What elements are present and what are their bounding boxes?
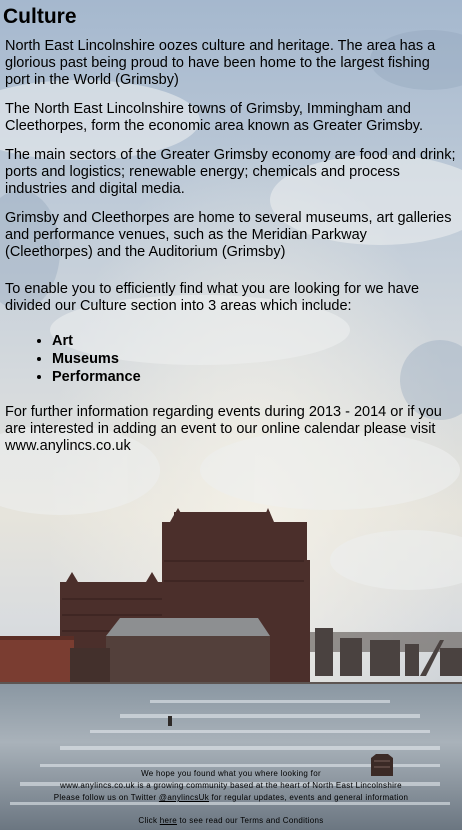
towns-paragraph: The North East Lincolnshire towns of Grimsby, Immingham and Cleethorpes, form the economic area known as Greater Grimsby.	[5, 101, 423, 134]
footer-terms-text-after: to see read our Terms and Conditions	[176, 816, 324, 825]
footer-terms-text-before: Click	[138, 816, 160, 825]
footer-twitter-text-before: Please follow us on Twitter	[53, 793, 159, 802]
section-item-performance[interactable]: • Performance	[52, 368, 141, 386]
footer-twitter-text-after: for regular updates, events and general information	[209, 793, 409, 802]
footer-terms-line	[0, 815, 462, 826]
events-paragraph: For further information regarding events during 2013 - 2014 or if you are interested in adding an event to our online calendar please visit www.anylincs.co.uk	[5, 404, 442, 454]
footer-line-1: We hope you found what you where looking for	[141, 769, 321, 778]
economy-paragraph: The main sectors of the Greater Grimsby economy are food and drink; ports and logistics; renewable energy; chemicals and process industries and digital media.	[5, 147, 456, 197]
footer-line-2: www.anylincs.co.uk is a growing community based at the heart of North East Lincolnshire	[60, 781, 402, 790]
section-item-art[interactable]: • Art	[52, 332, 141, 350]
twitter-link[interactable]: @anylincsUk	[158, 793, 210, 802]
section-item-museums[interactable]: • Museums	[52, 350, 141, 368]
sections-intro-paragraph: To enable you to efficiently find what you are looking for we have divided our Culture section into 3 areas which include:	[5, 281, 420, 314]
culture-sections-list	[22, 332, 141, 386]
page-title: Culture	[3, 5, 77, 28]
venues-paragraph: Grimsby and Cleethorpes are home to several museums, art galleries and performance venues, such as the Meridian Parkway (Cleethorpes) and the Auditorium (Grimsby)	[5, 210, 452, 260]
intro-paragraph: North East Lincolnshire oozes culture and heritage. The area has a glorious past being proud to have been home to the largest fishing port in the World (Grimsby)	[5, 38, 436, 88]
footer-line-3	[0, 792, 462, 803]
logo-icon	[368, 754, 396, 778]
terms-link[interactable]: here	[159, 816, 177, 825]
